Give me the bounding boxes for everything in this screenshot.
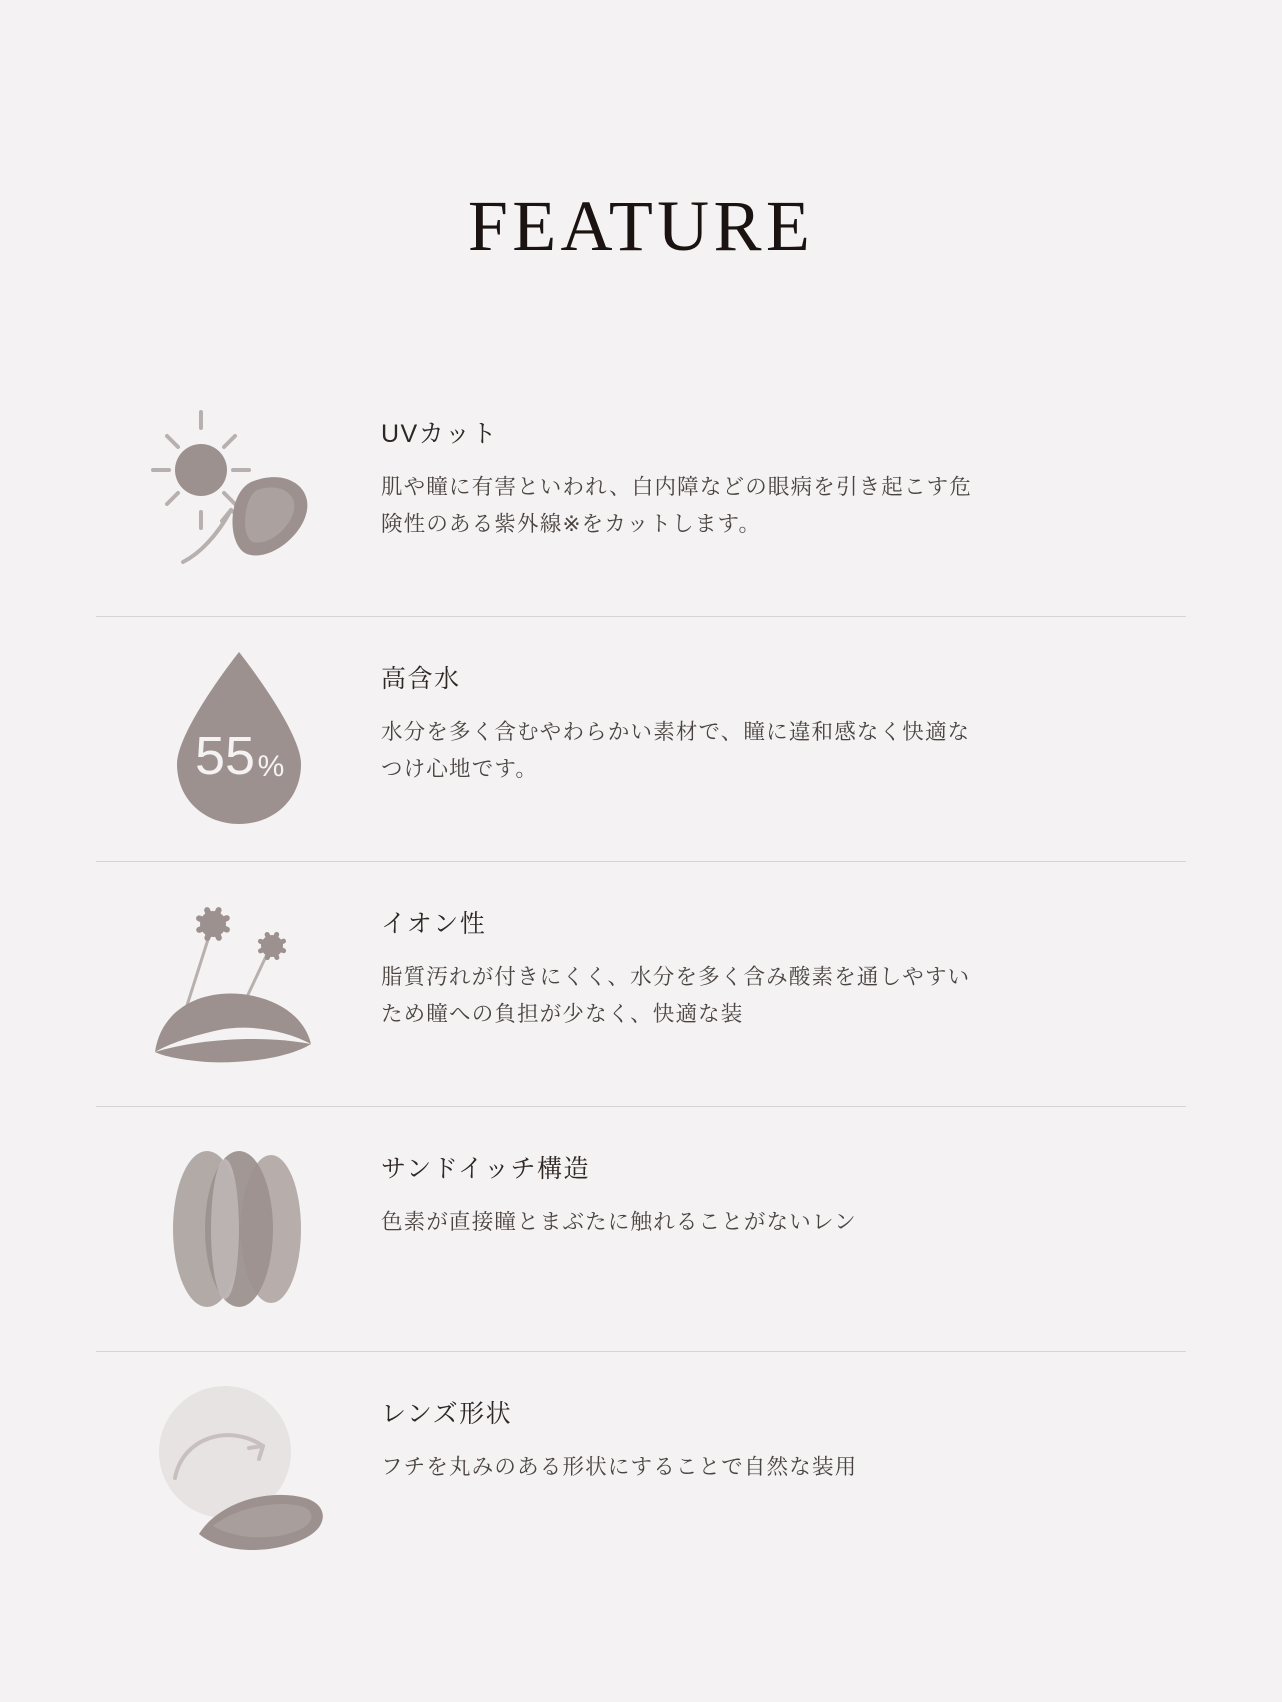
- page-title: FEATURE: [467, 186, 815, 267]
- sandwich-structure-icon: [96, 1107, 381, 1351]
- feature-title: サンドイッチ構造: [381, 1155, 591, 1184]
- feature-text: [381, 1107, 1186, 1280]
- feature-description: フチを丸みのある形状にすることで自然な装用: [381, 1454, 858, 1479]
- list-item: [96, 372, 1186, 616]
- feature-title: 高含水: [381, 665, 461, 694]
- feature-title: レンズ形状: [381, 1400, 513, 1429]
- uv-sun-lens-icon: [96, 372, 381, 616]
- drop-value: 55: [194, 726, 255, 787]
- feature-text: [381, 862, 1186, 1072]
- drop-unit: %: [257, 750, 284, 784]
- ion-lens-icon: [96, 862, 381, 1106]
- list-item: [96, 861, 1186, 1106]
- list-item: [96, 616, 1186, 861]
- feature-list: [96, 310, 1186, 1596]
- feature-description: 肌や瞳に有害といわれ、白内障などの眼病を引き起こす危険性のある紫外線※をカットします。: [381, 474, 973, 536]
- feature-text: [381, 372, 1186, 582]
- feature-description: 脂質汚れが付きにくく、水分を多く含み酸素を通しやすいため瞳への負担が少なく、快適な装: [381, 964, 971, 1026]
- water-drop-icon: [96, 617, 381, 861]
- feature-description: 色素が直接瞳とまぶたに触れることがないレン: [381, 1209, 857, 1234]
- list-item: [96, 1106, 1186, 1351]
- feature-title: UVカット: [381, 420, 498, 449]
- feature-title: イオン性: [381, 910, 487, 939]
- feature-text: [381, 617, 1186, 827]
- feature-text: [381, 1352, 1186, 1525]
- list-item: [96, 1351, 1186, 1596]
- lens-shape-icon: [96, 1352, 381, 1596]
- feature-description: 水分を多く含むやわらかい素材で、瞳に違和感なく快適なつけ心地です。: [381, 719, 971, 781]
